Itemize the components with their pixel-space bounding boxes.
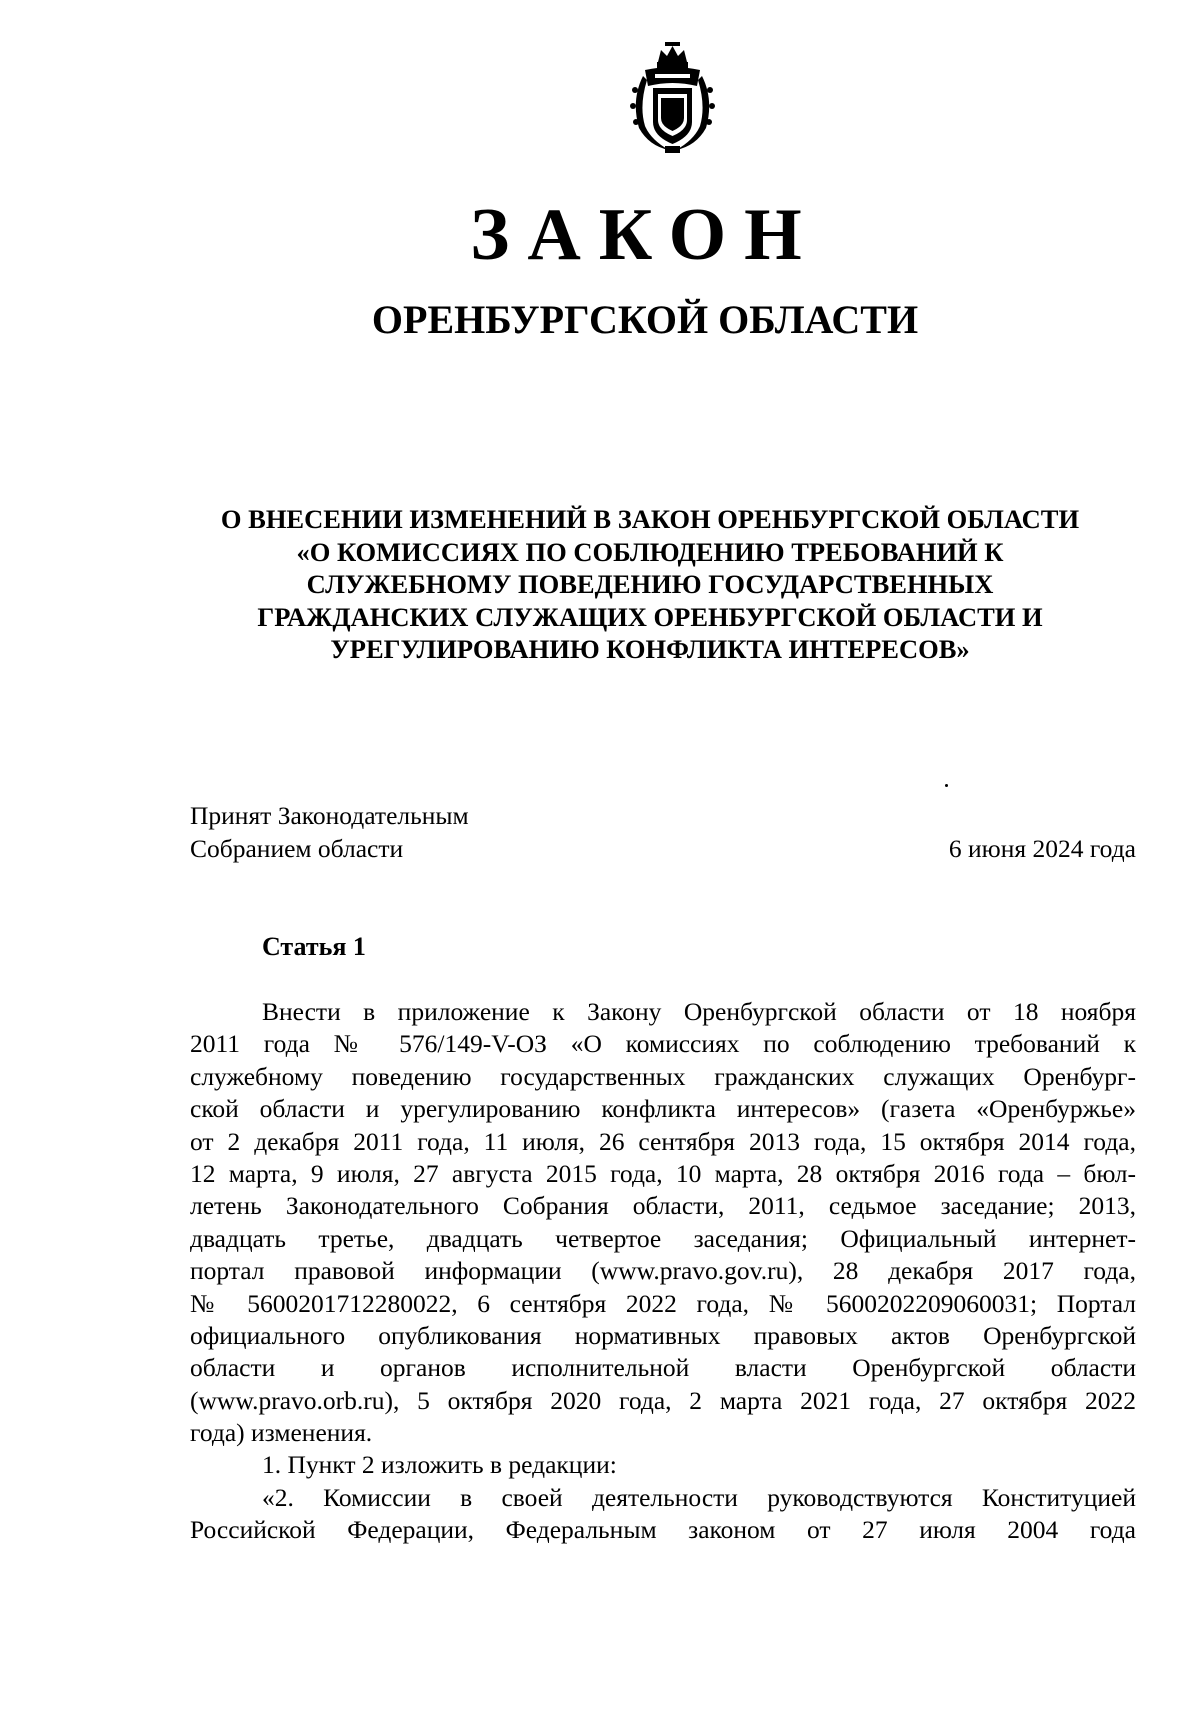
body-line: Внести в приложение к Закону Оренбургской области от 18 ноября (262, 997, 1136, 1026)
body-line: двадцать третье, двадцать четвертое заседания; Официальный интернет- (190, 1223, 1136, 1253)
law-subject-heading (170, 503, 1130, 666)
adoption-date: 6 июня 2024 года (948, 834, 1136, 863)
subject-line: ГРАЖДАНСКИХ СЛУЖАЩИХ ОРЕНБУРГСКОЙ ОБЛАСТИ И (257, 601, 1043, 632)
body-line: официального опубликования нормативных правовых актов Оренбургской (190, 1320, 1136, 1350)
body-line: летень Законодательного Собрания области, 2011, седьмое заседание; 2013, (190, 1191, 1136, 1221)
quote-line: Российской Федерации, Федеральным законом от 27 июля 2004 года (190, 1515, 1136, 1545)
document-title: ЗАКОН (470, 194, 820, 276)
body-line: служебному поведению государственных гражданских служащих Оренбург- (190, 1061, 1136, 1091)
subject-line: О ВНЕСЕНИИ ИЗМЕНЕНИЙ В ЗАКОН ОРЕНБУРГСКОЙ ОБЛАСТИ (220, 504, 1080, 534)
article-body (190, 996, 1136, 1547)
body-line: области и органов исполнительной власти Оренбургской области (190, 1353, 1136, 1383)
document-region: ОРЕНБУРГСКОЙ ОБЛАСТИ (371, 297, 919, 342)
body-line: № 5600201712280022, 6 сентября 2022 года, № 5600202209060031; Портал (190, 1288, 1136, 1318)
coat-of-arms-emblem (625, 40, 720, 155)
article-heading: Статья 1 (262, 932, 366, 961)
item-line: 1. Пункт 2 изложить в редакции: (262, 1450, 617, 1480)
body-line: портал правовой информации (www.pravo.gov.ru), 28 декабря 2017 года, (190, 1256, 1136, 1286)
body-line: 12 марта, 9 июля, 27 августа 2015 года, 10 марта, 28 октября 2016 года – бюл- (190, 1158, 1136, 1188)
body-line: 2011 года № 576/149-V-ОЗ «О комиссиях по соблюдению требований к (190, 1029, 1136, 1059)
body-line: ской области и урегулированию конфликта интересов» (газета «Оренбуржье» (190, 1094, 1136, 1124)
quote-line: «2. Комиссии в своей деятельности руководствуются Конституцией (262, 1482, 1136, 1512)
body-line: года) изменения. (190, 1418, 373, 1448)
subject-line: «О КОМИССИЯХ ПО СОБЛЮДЕНИЮ ТРЕБОВАНИЙ К (296, 536, 1004, 567)
adoption-note (190, 799, 469, 865)
adoption-line: Принят Законодательным (190, 801, 469, 830)
body-line: (www.pravo.orb.ru), 5 октября 2020 года, 2 марта 2021 года, 27 октября 2022 (190, 1385, 1136, 1415)
subject-line: УРЕГУЛИРОВАНИЮ КОНФЛИКТА ИНТЕРЕСОВ» (330, 634, 970, 664)
subject-line: СЛУЖЕБНОМУ ПОВЕДЕНИЮ ГОСУДАРСТВЕННЫХ (306, 569, 994, 599)
adoption-line: Собранием области (190, 834, 404, 863)
stray-dot-mark (945, 784, 948, 787)
body-line: от 2 декабря 2011 года, 11 июля, 26 сентября 2013 года, 15 октября 2014 года, (190, 1126, 1136, 1156)
